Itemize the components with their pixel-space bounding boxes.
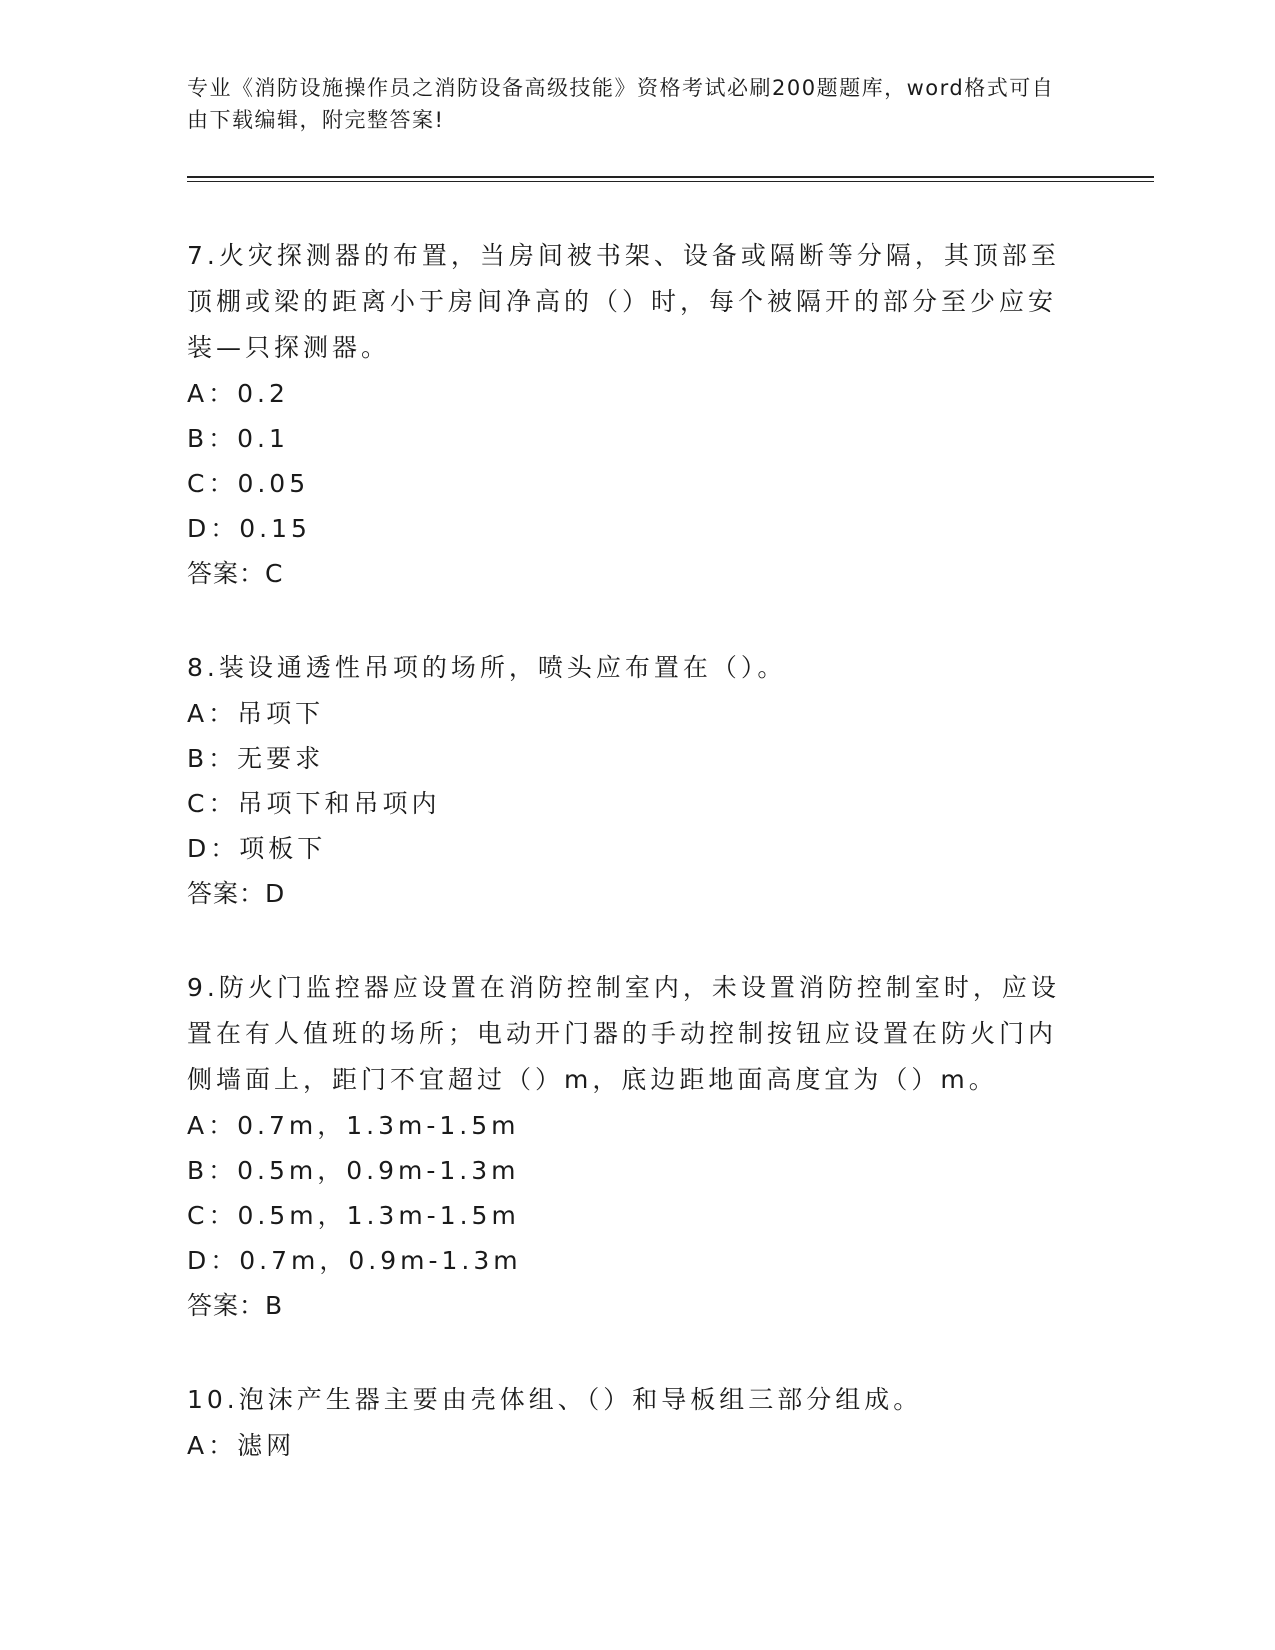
option-b: B：0.1 <box>187 424 289 453</box>
option-d: D：0.7m，0.9m-1.3m <box>187 1246 522 1275</box>
option-c: C：0.5m，1.3m-1.5m <box>187 1201 520 1230</box>
option-d: D：项板下 <box>187 834 327 863</box>
option-c: C：0.05 <box>187 469 310 498</box>
question-block <box>187 965 1067 1328</box>
option-d: D：0.15 <box>187 514 311 543</box>
question-stem: 8.装设通透性吊项的场所，喷头应布置在（）。 <box>187 653 787 682</box>
header-rule-thick <box>187 176 1154 178</box>
answer-line: 答案：B <box>187 1291 284 1320</box>
question-stem: 7.火灾探测器的布置，当房间被书架、设备或隔断等分隔，其顶部至顶棚或梁的距离小于房间净高的（）时，每个被隔开的部分至少应安装—只探测器。 <box>187 241 1060 362</box>
option-b: B：无要求 <box>187 744 325 773</box>
answer-line: 答案：C <box>187 559 284 588</box>
option-a: A：0.2 <box>187 379 289 408</box>
option-a: A：0.7m，1.3m-1.5m <box>187 1111 520 1140</box>
option-b: B：0.5m，0.9m-1.3m <box>187 1156 520 1185</box>
option-a: A：滤网 <box>187 1431 296 1460</box>
question-block <box>187 1377 1067 1468</box>
question-stem: 10.泡沫产生器主要由壳体组、（）和导板组三部分组成。 <box>187 1385 923 1414</box>
option-a: A：吊项下 <box>187 699 325 728</box>
header-rule-thin <box>187 181 1154 182</box>
question-block <box>187 233 1067 596</box>
option-c: C：吊项下和吊项内 <box>187 789 441 818</box>
question-block <box>187 645 1067 916</box>
question-stem: 9.防火门监控器应设置在消防控制室内，未设置消防控制室时，应设置在有人值班的场所；电动开门器的手动控制按钮应设置在防火门内侧墙面上，距门不宜超过（）m，底边距地面高度宜为（）m。 <box>187 973 1060 1094</box>
document-header: 专业《消防设施操作员之消防设备高级技能》资格考试必刷200题题库，word格式可自由下载编辑，附完整答案! <box>187 76 1055 132</box>
answer-line: 答案：D <box>187 879 286 908</box>
